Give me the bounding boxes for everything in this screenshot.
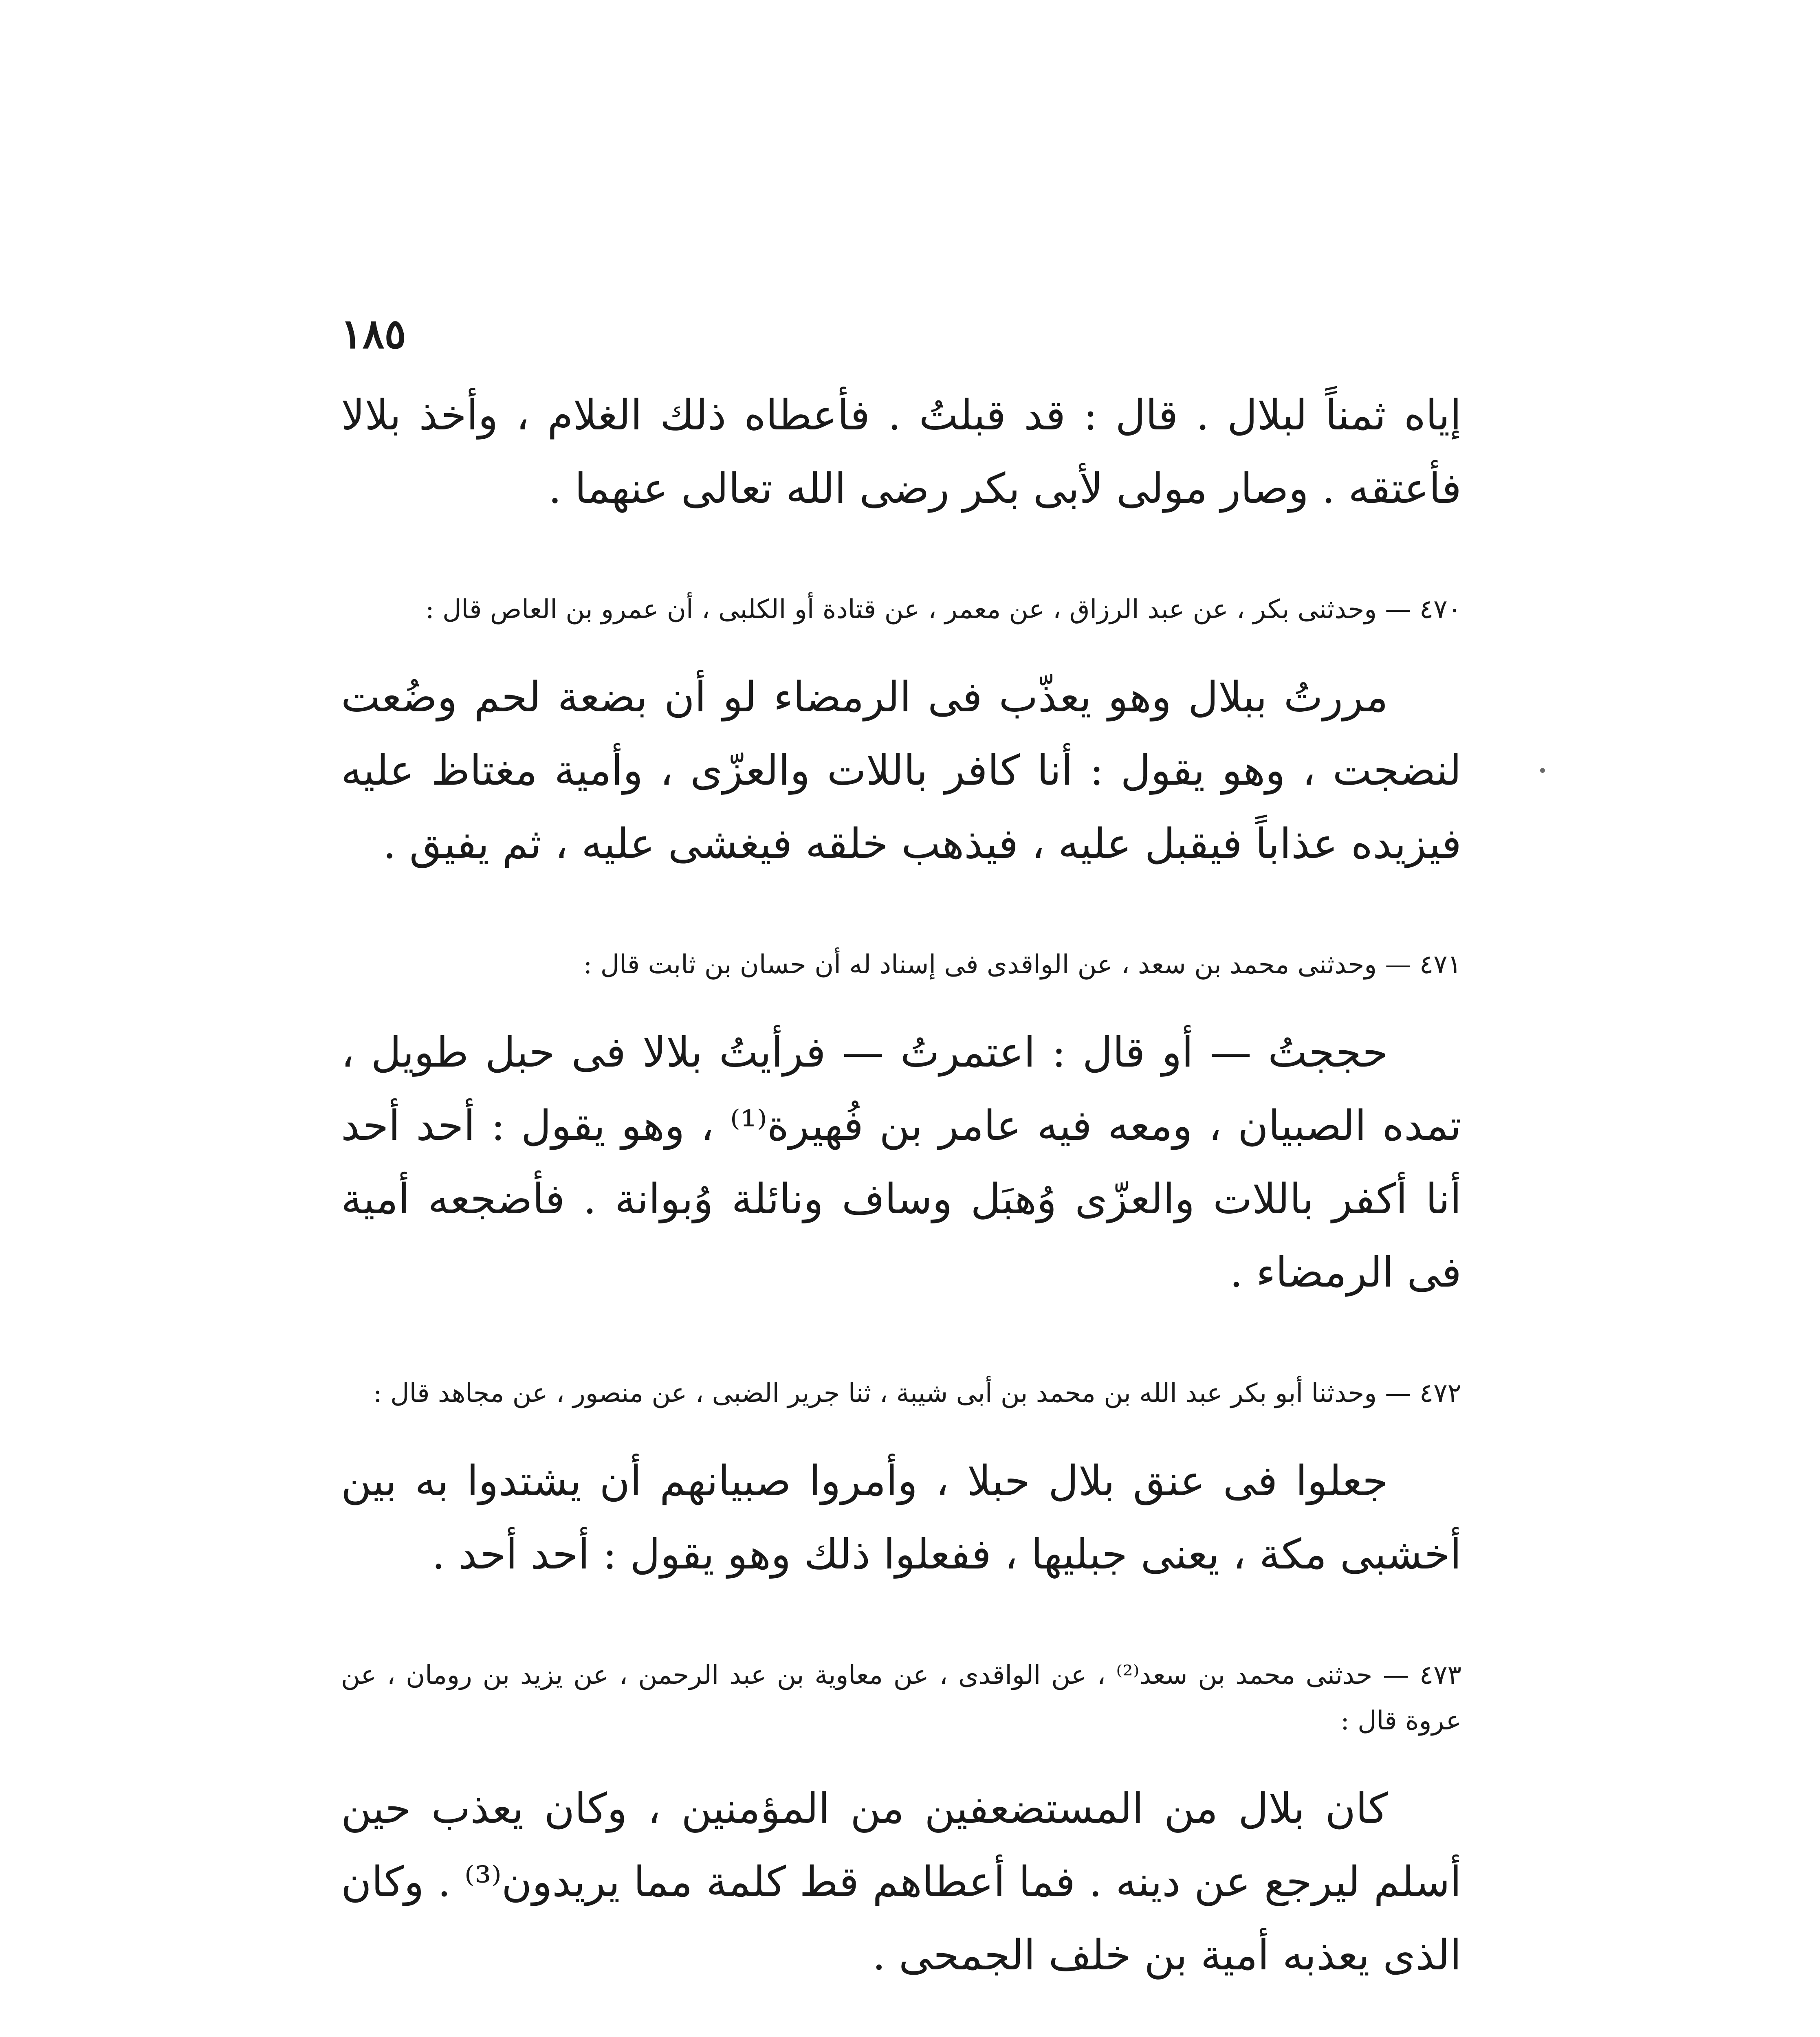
hadith-text: حججتُ — أو قال : اعتمرتُ — فرأيتُ بلالا فى حبل طويل ، تمده الصبيان ، ومعه فيه عامر بن فُهيرة⁽¹⁾ ، وهو يقول : أحد أحد أنا أكفر باللات والعزّى وُهبَل وساف ونائلة وُبوانة . فأضجعه أمية فى الرمضاء . <box>341 1028 1461 1297</box>
top-paragraph: إياه ثمناً لبلال . قال : قد قبلتُ . فأعطاه ذلك الغلام ، وأخذ بلالا فأعتقه . وصار مولى لأبى بكر رضى الله تعالى عنهما . <box>341 391 1461 513</box>
hadith-text: جعلوا فى عنق بلال حبلا ، وأمروا صبيانهم أن يشتدوا به بين أخشبى مكة ، يعنى جبليها ، ففعلوا ذلك وهو يقول : أحد أحد . <box>341 1457 1461 1579</box>
isnad-line: ٤٧٠ — وحدثنى بكر ، عن عبد الرزاق ، عن معمر ، عن قتادة أو الكلبى ، أن عمرو بن العاص قال : <box>425 594 1461 625</box>
isnad-line: ٤٧١ — وحدثنى محمد بن سعد ، عن الواقدى فى إسناد له أن حسان بن ثابت قال : <box>583 950 1461 980</box>
page-number: ١٨٥ <box>340 310 406 358</box>
hadith-text: كان بلال من المستضعفين من المؤمنين ، وكان يعذب حين أسلم ليرجع عن دينه . فما أعطاهم قط كلمة مما يريدون⁽³⁾ . وكان الذى يعذبه أمية بن خلف الجمحى . <box>341 1784 1461 1980</box>
isnad-line: ٤٧٢ — وحدثنا أبو بكر عبد الله بن محمد بن أبى شيبة ، ثنا جرير الضبى ، عن منصور ، عن مجاهد قال : <box>373 1378 1461 1408</box>
hadith-entry-471 <box>341 942 1461 1309</box>
stray-ink-mark <box>1540 768 1545 773</box>
hadith-entry-472 <box>341 1370 1461 1591</box>
hadith-entry-470 <box>341 587 1461 881</box>
hadith-text: مررتُ ببلال وهو يعذّب فى الرمضاء لو أن بضعة لحم وضُعت لنضجت ، وهو يقول : أنا كافر باللات والعزّى ، وأمية مغتاظ عليه فيزيده عذاباً فيقبل عليه ، فيذهب خلقه فيغشى عليه ، ثم يفيق . <box>341 673 1461 868</box>
isnad-line: ٤٧٣ — حدثنى محمد بن سعد⁽²⁾ ، عن الواقدى ، عن معاوية بن عبد الرحمن ، عن يزيد بن رومان ، عن عروة قال : <box>341 1660 1462 1736</box>
hadith-entry-473 <box>341 1652 1461 1992</box>
main-text-column <box>341 379 1461 2037</box>
